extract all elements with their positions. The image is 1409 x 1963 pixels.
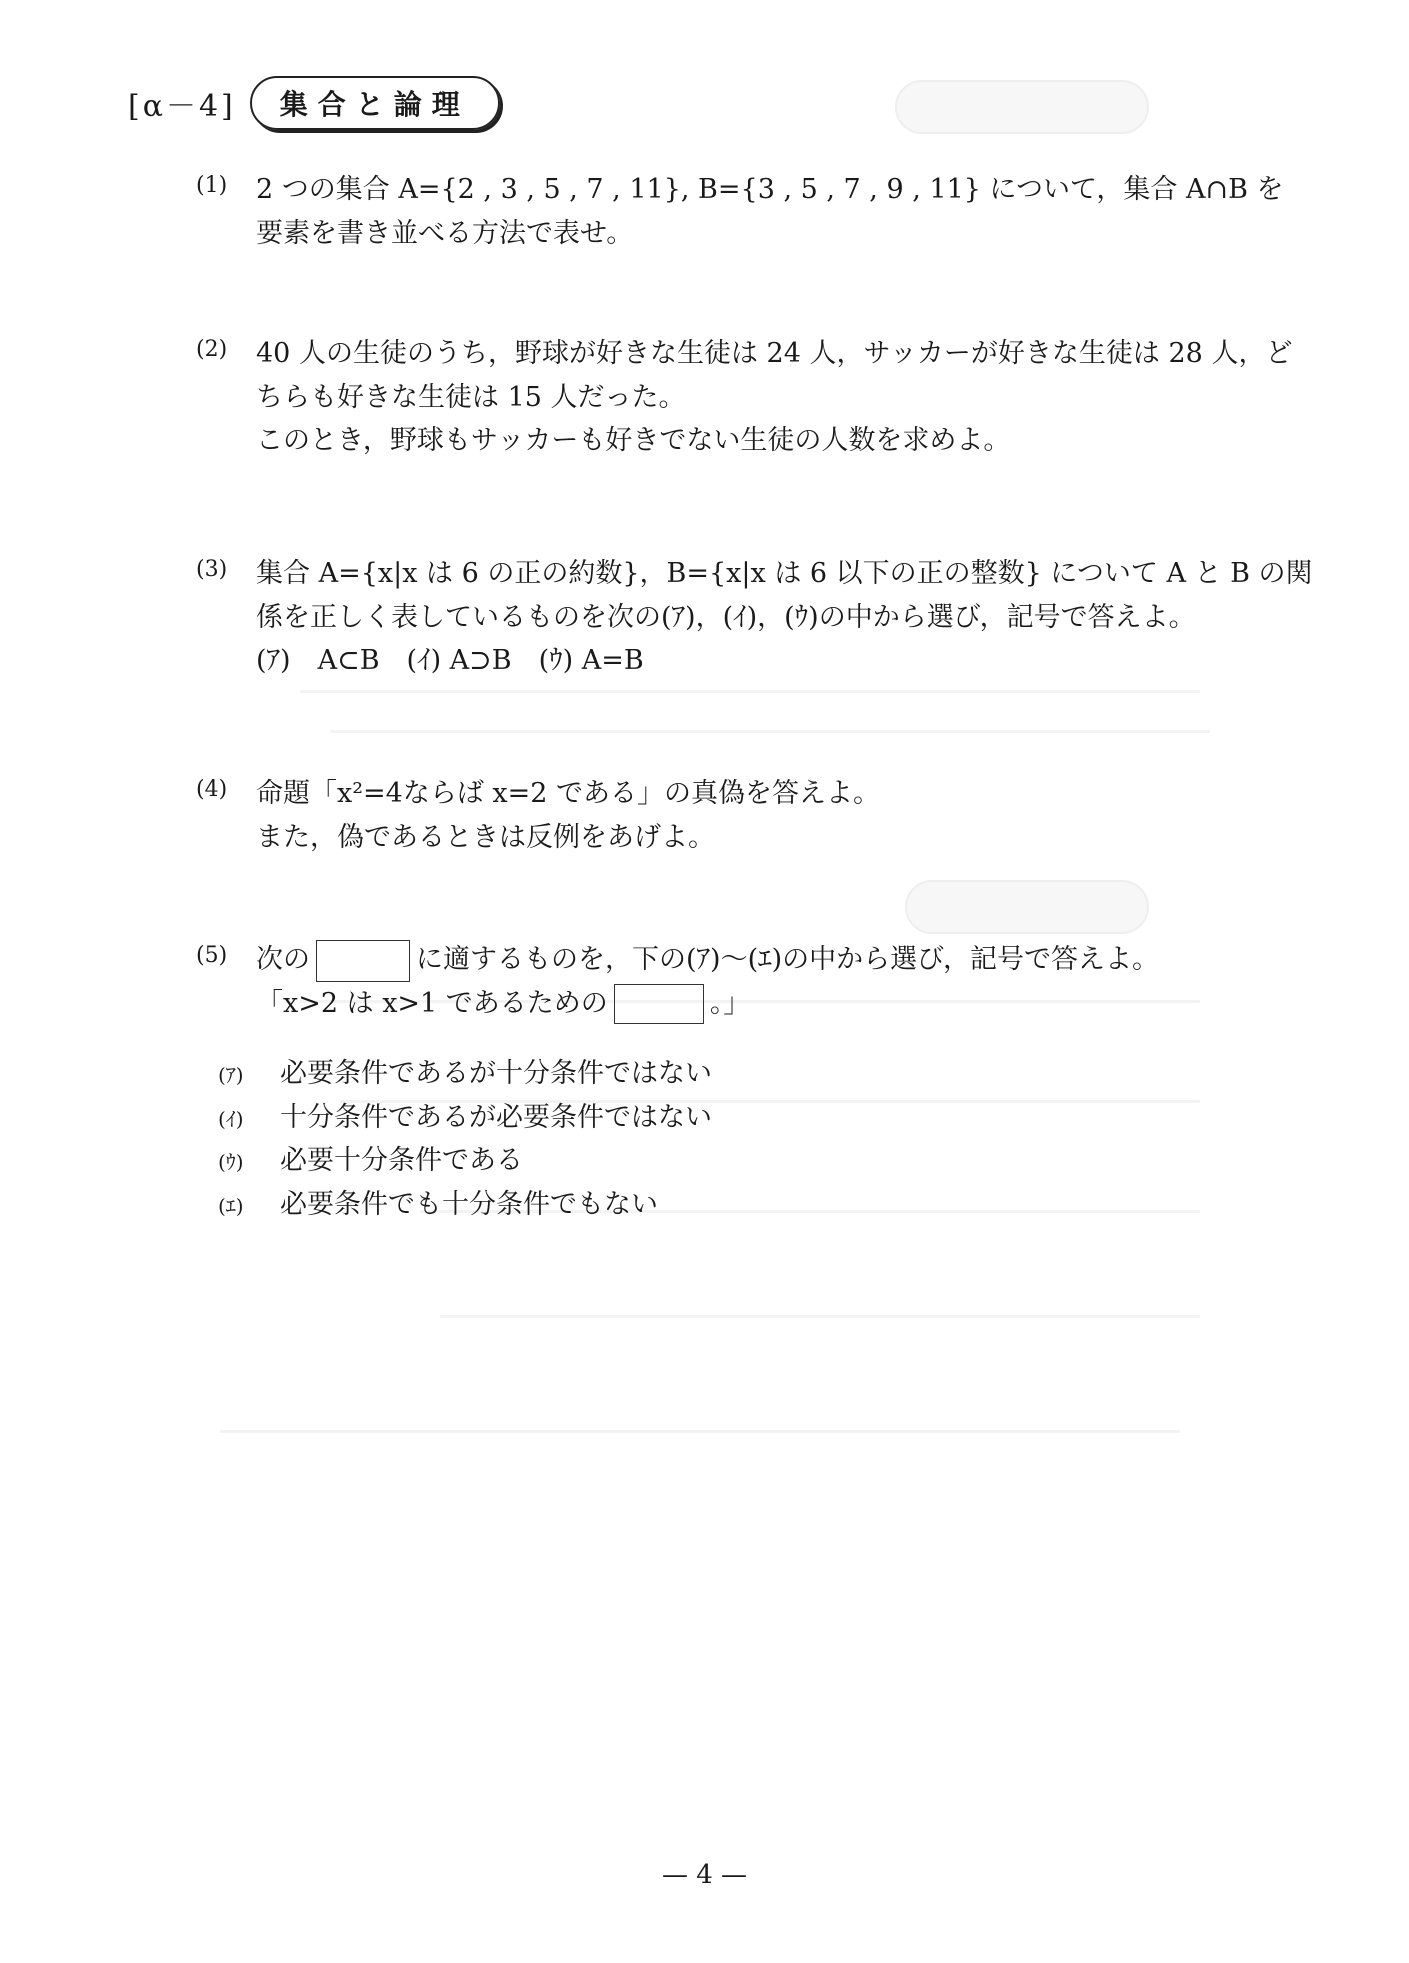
- question-statement: [256, 982, 1316, 1026]
- q5-options: [218, 1052, 712, 1227]
- question-number: (4): [196, 777, 228, 802]
- blank-box: [316, 940, 410, 982]
- option-label: (ｲ): [218, 1106, 244, 1131]
- answer-options: (ｱ) A⊂B (ｲ) A⊃B (ｳ) A=B: [256, 645, 644, 677]
- section-title: 集合と論理: [250, 76, 500, 130]
- question-text-post: に適するものを，下の(ｱ)～(ｴ)の中から選び，記号で答えよ。: [416, 944, 1160, 975]
- question-number: (5): [196, 943, 228, 968]
- option-text: 十分条件であるが必要条件ではない: [280, 1101, 712, 1133]
- option-text: 必要十分条件である: [280, 1145, 523, 1177]
- option-item: [218, 1052, 712, 1096]
- question-5: [196, 938, 1316, 1025]
- option-label: (ｳ): [218, 1150, 244, 1175]
- question-text: [256, 938, 1316, 982]
- statement-pre: 「x>2 は x>1 であるための: [256, 987, 608, 1019]
- question-text: 命題「x²=4ならば x=2 である」の真偽を答えよ。: [256, 778, 881, 809]
- option-text: 必要条件でも十分条件でもない: [280, 1189, 658, 1221]
- question-text: 集合 A={x|x は 6 の正の約数}，B={x|x は 6 以下の正の整数} について A と B の関: [256, 558, 1313, 589]
- bleed-through-line: [220, 1430, 1180, 1433]
- option-label: (ｱ): [218, 1063, 244, 1087]
- option-item: [218, 1183, 712, 1227]
- option-item: [218, 1139, 712, 1183]
- bleed-through-pill: [895, 80, 1149, 134]
- option-text: 必要条件であるが十分条件ではない: [280, 1058, 712, 1089]
- question-text-pre: 次の: [256, 944, 310, 975]
- question-text: また，偽であるときは反例をあげよ。: [256, 821, 715, 853]
- question-number: (1): [196, 173, 228, 198]
- question-text: このとき，野球もサッカーも好きでない生徒の人数を求めよ。: [256, 425, 1011, 457]
- section-header: [128, 75, 500, 131]
- question-text: 40 人の生徒のうち，野球が好きな生徒は 24 人，サッカーが好きな生徒は 28 人，ど: [256, 338, 1293, 369]
- question-number: (2): [196, 337, 228, 362]
- question-number: (3): [196, 557, 228, 582]
- blank-box: [614, 984, 704, 1024]
- page-number: — 4 —: [661, 1860, 748, 1890]
- question-text: 要素を書き並べる方法で表せ。: [256, 217, 634, 249]
- bleed-through-pill-2: [905, 880, 1149, 934]
- bleed-through-line: [440, 1315, 1200, 1318]
- question-4: [196, 772, 1316, 859]
- question-2: [196, 332, 1316, 463]
- section-number: [α－4]: [128, 89, 236, 124]
- bleed-through-line: [330, 730, 1210, 733]
- bleed-through-line: [300, 690, 1200, 693]
- question-3: [196, 552, 1316, 683]
- question-text: ちらも好きな生徒は 15 人だった。: [256, 381, 686, 413]
- statement-post: 。」: [709, 987, 751, 1019]
- question-text: 2 つの集合 A={2 , 3 , 5 , 7 , 11}, B={3 , 5 , 7 , 9 , 11} について，集合 A∩B を: [256, 174, 1284, 205]
- question-text: 係を正しく表しているものを次の(ｱ)，(ｲ)，(ｳ)の中から選び，記号で答えよ。: [256, 601, 1196, 633]
- question-1: [196, 168, 1316, 255]
- option-label: (ｴ): [218, 1194, 244, 1219]
- option-item: [218, 1096, 712, 1140]
